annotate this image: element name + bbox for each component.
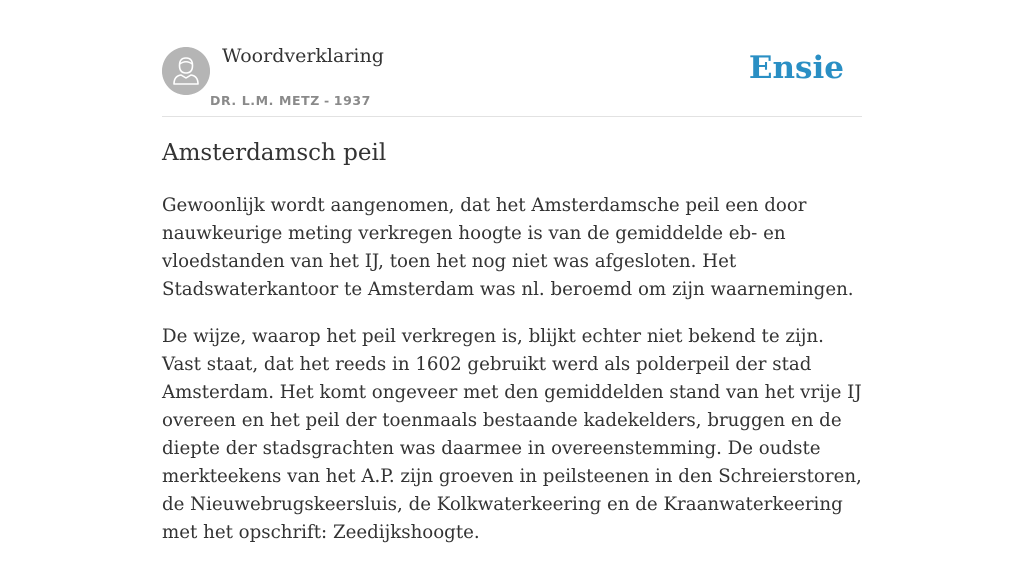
body-paragraph: De wijze, waarop het peil verkregen is, blijkt echter niet bekend te zijn. Vast staat, dat het reeds in 1602 gebruikt werd als polderpeil der stad Amsterdam. Het komt ongeveer met den gemiddelden stand van het vrije IJ overeen en het peil der toenmaals bestaande kadekelders, bruggen en de diepte der stadsgrachten was daarmee in overeenstemming. De oudste merkteekens van het A.P. zijn groeven in peilsteenen in den Schreierstoren, de Nieuwebrugskeersluis, de Kolkwaterkeering en de Kraanwaterkeering met het opschrift: Zeedijkshoogte. [162, 326, 862, 543]
author-byline [210, 93, 371, 108]
ensie-logo[interactable]: Ensie [748, 50, 844, 86]
author-name: DR. L.M. METZ [210, 93, 320, 108]
article-page [162, 0, 862, 543]
body-paragraph: Gewoonlijk wordt aangenomen, dat het Amsterdamsche peil een door nauwkeurige meting verkregen hoogte is van de gemiddelde eb- en vloedstanden van het IJ, toen het nog niet was afgesloten. Het Stadswaterkantoor te Amsterdam was nl. beroemd om zijn waarnemingen. [162, 195, 854, 300]
source-title[interactable]: Woordverklaring [222, 45, 384, 67]
publication-year: 1937 [333, 93, 371, 108]
byline-separator: - [323, 93, 330, 108]
entry-body [162, 192, 862, 566]
article-header [162, 0, 862, 117]
entry-title: Amsterdamsch peil [162, 140, 387, 166]
user-avatar-icon [162, 47, 210, 95]
